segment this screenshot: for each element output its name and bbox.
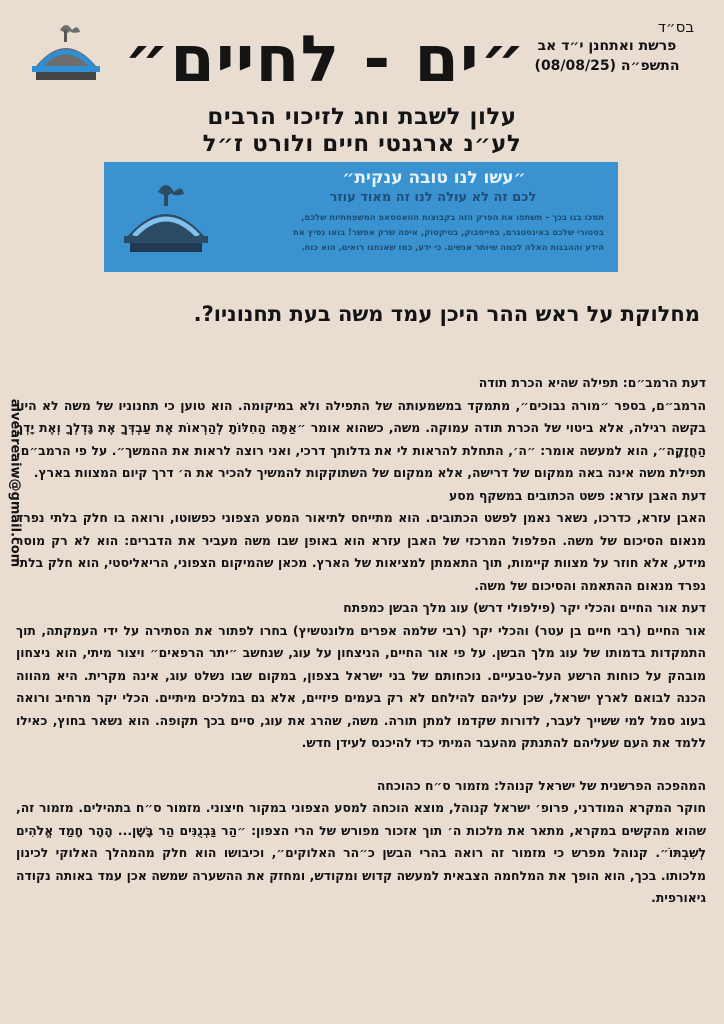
paragraph-knohl: חוקר המקרא המודרני, פרופ׳ ישראל קנוהל, מוצא הוכחה למסע הצפוני במקור חיצוני. מזמור ס״ח בתהילים. מזמור זה, שהוא מהקשים במקרא, מתאר את מלכות ה׳ תוך אזכור מפורש של הרי הצפון: ״הַר גַּבְנֻנִּים הַר בָּשָׁן... הָהָר חָמַד אֱלֹהִים לְשִׁבְתּוֹ״. קנוהל מפרש כי מזמור זה רואה בהרי הבשן כ״הר האלוקים״, וכיבושו הוא חלק מהמהלך האלוקי לכינון מלכותו. בכך, הוא הופך את המלחמה הצבאית למעשה קדוש ומקודש, ומחזק את ההשערה שמשה אכן עמד באותה נקודה גיאורפית. xyxy=(16,800,706,905)
date-block xyxy=(512,18,702,76)
banner-headline: ״עשו לנו טובה ענקית״ xyxy=(342,168,526,188)
promo-banner xyxy=(104,162,618,272)
section-title-knohl: המהפכה הפרשנית של ישראל קנוהל: מזמור ס״ח כהוכחה xyxy=(376,777,706,793)
section-title-or-hachaim: דעת אור החיים והכלי יקר (פילפולי דרש) עוג מלך הבשן כמפתח xyxy=(343,600,706,615)
paragraph-or-hachaim: אור החיים (רבי חיים בן עטר) והכלי יקר (רבי שלמה אפרים מלונטשיץ) בחרו לפתור את הסתירה על ידי העמקתה, תוך התמקדות בדמותו של עוג מלך הבשן. על פי אור החיים, הניצחון על עוג, שנחשב ״יתר הרפאים״ ויצור מיתי, הוא ניצחון מובהק על כוחות הרשע העל-טבעיים. נוכחותם של בני ישראל בצפון, במקום שבו נשלט עוג, אינה מקרית. היא מהווה הכנה לבואם לארץ ישראל, שכן עליהם להילחם לא רק בעמים פיזיים, אלא גם במלכים מיתיים. הכלי יקר מרחיב ורואה בעוג סמל למי ששייך לעבר, לדורות שקדמו למתן תורה. משה, שהרג את עוג, סיים בכך תקופה. הוא נשאר בחוץ, כאילו ללמד את העם שעליהם להתנתק מהעבר המיתי כדי להיכנס לעידן חדש. xyxy=(16,622,706,750)
banner-dome-logo-icon xyxy=(116,174,216,262)
banner-subline: לכם זה לא עולה לנו זה מאוד עוזר xyxy=(329,190,537,205)
section-title-rambam: דעת הרמב״ם: תפילה שהיא הכרת תודה xyxy=(478,375,706,390)
paragraph-rambam: הרמב״ם, בספר ״מורה נבוכים״, מתמקד במשמעותה של התפילה ולא במיקומה. הוא טוען כי תחנוניו של משה לא היוו בקשה רגילה, אלא ביטוי של הכרת תודה עמוקה. משה, כשהוא אומר ״אַתָּה הַחִלּוֹתָ לְהַרְאוֹת אֶת עַבְדְּךָ אֶת גָּדְלְךָ וְאֶת יָדְךָ הַחֲזָקָה״, הוא למעשה אומר: ״ה׳, התחלת להראות לי את גדלותך דרכי, ואני רוצה לראות את ההמשך״. על פי הרמב״ם, תפילת משה אינה באה ממקום של דרישה, אלא ממקום של השתוקקות להמשיך להכיר את ה׳ דרך קיום המצוות בארץ. xyxy=(16,397,706,480)
banner-body xyxy=(234,210,604,255)
banner-line-2: בסטורי שלכם באינסטגרם, בפייסבוק, בטיקטוק, איפה שרק אפשר! בואו נפיץ את xyxy=(293,227,604,237)
article-heading: מחלוקת על ראש ההר היכן עמד משה בעת תחנוניו?. xyxy=(193,302,700,326)
article-body xyxy=(16,372,706,910)
paragraph-ibn-ezra: האבן עזרא, כדרכו, נשאר נאמן לפשט הכתובים. הוא מתייחס לתיאור המסע הצפוני כפשוטו, ורואה בו חלק בלתי נפרד מנאום הסיכום של משה. הפלפול המרכזי של האבן עזרא הוא באופן שבו משה מעביר את הדברים: הוא לא רק מוסר מידע, אלא חוזר על מצוות קיימות, תוך התאמתן למציאות של הארץ. מכאן שהמיקום הצפוני, הריאליסטי, הוא חלק בלתי נפרד מנאום ההתאמה והסיכום של משה. xyxy=(16,510,706,593)
subtitle-line-1: עלון לשבת וחג לזיכוי הרבים xyxy=(207,104,517,130)
subtitle-line-2: לע״נ ארגנטי חיים ולורט ז״ל xyxy=(202,131,522,157)
section-title-ibn-ezra: דעת האבן עזרא: פשט הכתובים במשקף מסע xyxy=(449,487,706,503)
banner-line-3: הידע וההבנות האלה לכמה שיותר אנשים. כי ידע, כמו שאנחנו רואים, הוא כוח. xyxy=(301,242,604,252)
subtitle xyxy=(100,104,624,158)
page-title: ״ים - לחיים״ xyxy=(123,23,527,97)
parsha-label: פרשת ואתחנן י״ד אב xyxy=(537,38,677,54)
banner-line-1: תמכו בנו בכך – תשתפו את הפרק הזה בקבוצות הוואטסאפ המשפחתיות שלכם, xyxy=(301,212,604,222)
dome-logo-icon xyxy=(26,16,106,88)
email-text: alveareaiw@gmail.com xyxy=(7,398,23,568)
bsd-mark: בס״ד xyxy=(657,18,694,36)
year-date: התשפ״ה (08/08/25) xyxy=(534,58,680,74)
